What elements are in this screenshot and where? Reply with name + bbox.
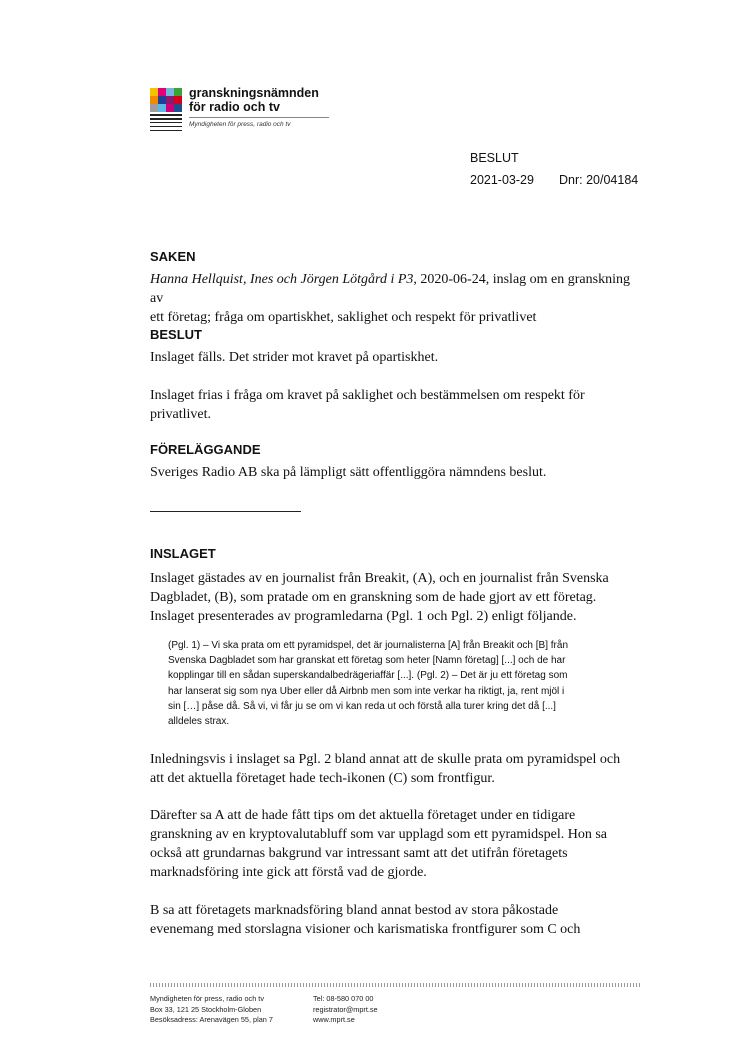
logo-mosaic	[150, 88, 182, 112]
text-line: Dagbladet, (B), som pratade om en granskning som de hade gjort av ett företag.	[150, 590, 597, 605]
inslaget-para2	[150, 750, 640, 788]
footer-contact	[313, 994, 378, 1026]
logo-square	[150, 88, 158, 96]
text-line: marknadsföring inte gick att förstå vad de gjorde.	[150, 865, 427, 880]
inslaget-quote	[168, 638, 622, 729]
heading-inslaget: INSLAGET	[150, 546, 216, 561]
beslut-para1: Inslaget fälls. Det strider mot kravet på opartiskhet.	[150, 350, 439, 365]
text-line: evenemang med storslagna visioner och karismatiska frontfigurer som C och	[150, 922, 581, 937]
heading-beslut: BESLUT	[150, 327, 202, 342]
logo-square	[174, 96, 182, 104]
saken-text	[150, 270, 640, 327]
footer-website: www.mprt.se	[313, 1015, 355, 1024]
section-separator	[150, 511, 301, 512]
logo-square	[158, 96, 166, 104]
logo-square	[166, 88, 174, 96]
logo-subtitle: Myndigheten för press, radio och tv	[189, 121, 291, 128]
logo-square	[158, 104, 166, 112]
quote-line: (Pgl. 1) – Vi ska prata om ett pyramidspel, det är journalisterna [A] från Breakit och [B] från	[168, 640, 568, 651]
logo-square	[166, 104, 174, 112]
forelaggande-text: Sveriges Radio AB ska på lämpligt sätt offentliggöra nämndens beslut.	[150, 465, 547, 480]
heading-saken: SAKEN	[150, 249, 196, 264]
logo-square	[174, 104, 182, 112]
text-line: också att grundarnas bakgrund var intressant samt att det utifrån företagets	[150, 846, 568, 861]
quote-line: sin […] påse då. Så vi, vi får ju se om vi kan reda ut och förstå alla turer kring det då [...]	[168, 700, 556, 712]
logo-rule	[189, 117, 329, 118]
logo-square	[150, 96, 158, 104]
footer-email: registrator@mprt.se	[313, 1004, 378, 1014]
text-line: Inslaget presenterades av programledarna (Pgl. 1 och Pgl. 2) enligt följande.	[150, 609, 577, 624]
logo-stripes	[150, 112, 182, 131]
inslaget-para3	[150, 806, 640, 882]
doc-date: 2021-03-29	[470, 173, 534, 187]
saken-line1-rest: , 2020-06-24, inslag om en granskning av	[150, 272, 630, 306]
inslaget-para4	[150, 901, 640, 939]
beslut-para2	[150, 386, 640, 424]
footer-line: Box 33, 121 25 Stockholm-Globen	[150, 1004, 262, 1014]
footer-line: Myndigheten för press, radio och tv	[150, 994, 264, 1003]
quote-line: Svenska Dagbladet som har granskat ett företag som heter [Namn företag] [...] och de har	[168, 655, 566, 667]
footer-address	[150, 994, 273, 1026]
beslut-para2-line2: privatlivet.	[150, 407, 212, 422]
logo-square	[166, 96, 174, 104]
text-line: att det aktuella företaget hade tech-ikonen (C) som frontfigur.	[150, 771, 495, 786]
logo-square	[174, 88, 182, 96]
text-line: Inslaget gästades av en journalist från Breakit, (A), och en journalist från Svenska	[150, 571, 609, 586]
text-line: Inledningsvis i inslaget sa Pgl. 2 bland annat att de skulle prata om pyramidspel och	[150, 752, 621, 767]
quote-line: alldeles strax.	[168, 716, 230, 728]
text-line: Därefter sa A att de hade fått tips om det aktuella företaget under en tidigare	[150, 808, 576, 823]
doc-type: BESLUT	[470, 151, 519, 165]
heading-forelaggande: FÖRELÄGGANDE	[150, 442, 261, 457]
saken-line2: ett företag; fråga om opartiskhet, saklighet och respekt för privatlivet	[150, 310, 537, 325]
logo-name	[189, 86, 319, 114]
beslut-para2-line1: Inslaget frias i fråga om kravet på saklighet och bestämmelsen om respekt för	[150, 388, 585, 403]
text-line: B sa att företagets marknadsföring bland annat bestod av stora påkostade	[150, 903, 559, 918]
logo-square	[150, 104, 158, 112]
quote-line: har lanserat sig som nya Uber eller då Airbnb men som inte verkar ha riktigt, ja, rent mjöl i	[168, 685, 565, 697]
logo-square	[158, 88, 166, 96]
footer-line: Besöksadress: Arenavägen 55, plan 7	[150, 1015, 273, 1024]
doc-dnr: Dnr: 20/04184	[559, 173, 639, 187]
logo-name-line1: granskningsnämnden	[189, 86, 319, 100]
footer-phone: Tel: 08-580 070 00	[313, 994, 374, 1003]
text-line: granskning av en kryptovalutabluff som var upplagd som ett pyramidspel. Hon sa	[150, 827, 607, 842]
inslaget-intro	[150, 569, 640, 626]
logo-name-line2: för radio och tv	[189, 100, 280, 114]
quote-line: kopplingar till en sådan superskandalbedrägeriaffär [...]. (Pgl. 2) – Det är ju ett företag som	[168, 670, 568, 682]
footer-divider	[150, 983, 640, 987]
program-title: Hanna Hellquist, Ines och Jörgen Lötgård i P3	[150, 272, 414, 287]
